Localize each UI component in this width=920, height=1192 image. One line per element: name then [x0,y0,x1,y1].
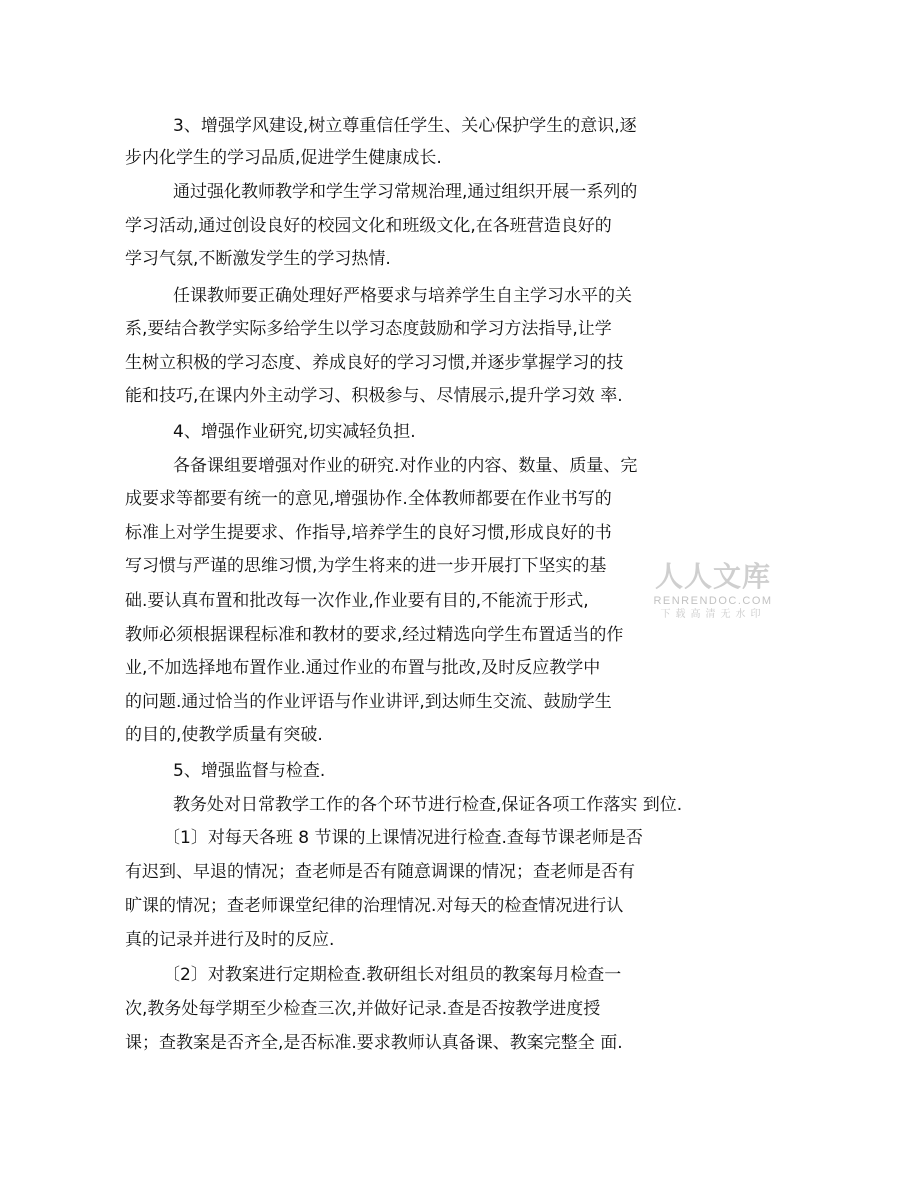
text-line: 真的记录并进行及时的反应. [125,930,335,950]
text-line: 次,教务处每学期至少检查三次,并做好记录.查是否按教学进度授 [125,999,601,1019]
watermark-domain: RENRENDOC.COM [653,595,773,607]
text-line: 〔2〕对教案进行定期检查.教研组长对组员的教案每月检查一 [163,965,622,985]
text-line: 3、增强学风建设,树立尊重信任学生、关心保护学生的意识,逐 [173,116,637,136]
text-line: 系,要结合教学实际多给学生以学习态度鼓励和学习方法指导,让学 [125,319,612,339]
text-line: 各备课组要增强对作业的研究.对作业的内容、数量、质量、完 [173,456,638,476]
text-line: 5、增强监督与检查. [173,761,326,781]
text-line: 旷课的情况；查老师课堂纪律的治理情况.对每天的检查情况进行认 [125,896,624,916]
text-line: 业,不加选择地布置作业.通过作业的布置与批改,及时反应教学中 [125,658,601,678]
text-line: 的问题.通过恰当的作业评语与作业讲评,到达师生交流、鼓励学生 [125,692,612,712]
text-line: 有迟到、早退的情况；查老师是否有随意调课的情况；查老师是否有 [125,862,635,882]
text-line: 教务处对日常教学工作的各个环节进行检查,保证各项工作落实 到位. [173,795,683,815]
text-line: 步内化学生的学习品质,促进学生健康成长. [125,148,442,168]
watermark-title: 人人文库 [654,560,771,593]
text-line: 教师必须根据课程标准和教材的要求,经过精选向学生布置适当的作 [125,625,624,645]
text-line: 4、增强作业研究,切实减轻负担. [173,422,416,442]
text-line: 任课教师要正确处理好严格要求与培养学生自主学习水平的关 [173,286,632,306]
text-line: 成要求等都要有统一的意见,增强协作.全体教师都要在作业书写的 [125,489,612,509]
text-line: 的目的,使教学质量有突破. [125,725,323,745]
text-line: 〔1〕对每天各班 8 节课的上课情况进行检查.查每节课老师是否 [163,828,643,848]
text-line: 础.要认真布置和批改每一次作业,作业要有目的,不能流于形式, [125,591,589,611]
text-line: 学习气氛,不断激发学生的学习热情. [125,249,391,269]
text-line: 学习活动,通过创设良好的校园文化和班级文化,在各班营造良好的 [125,216,612,236]
text-line: 标准上对学生提要求、作指导,培养学生的良好习惯,形成良好的书 [125,523,612,543]
watermark [648,560,778,621]
text-line: 能和技巧,在课内外主动学习、积极参与、尽情展示,提升学习效 率. [125,386,623,406]
watermark-subtitle: 下载高清无水印 [660,609,766,620]
text-line: 课；查教案是否齐全,是否标准.要求教师认真备课、教案完整全 面. [125,1033,623,1053]
text-line: 生树立积极的学习态度、养成良好的学习习惯,并逐步掌握学习的技 [125,353,624,373]
text-line: 写习惯与严谨的思维习惯,为学生将来的进一步开展打下坚实的基 [125,556,607,576]
text-line: 通过强化教师教学和学生学习常规治理,通过组织开展一系列的 [173,182,638,202]
